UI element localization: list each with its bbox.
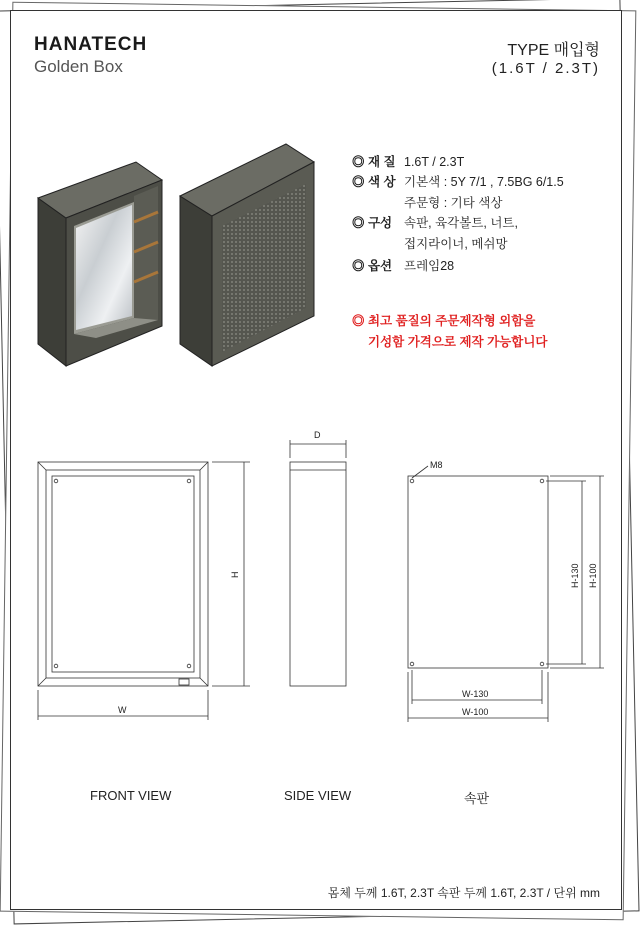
side-view-drawing (290, 440, 346, 686)
front-width-label: W (118, 705, 127, 715)
notice-line-2: 기성함 가격으로 제작 가능합니다 (368, 335, 548, 349)
spec-value: 프레임28 (404, 259, 455, 273)
w100-label: W-100 (462, 707, 489, 717)
inner-plate-label: 속판 (464, 791, 490, 806)
spec-key: ◎ 구성 (352, 216, 393, 230)
front-height-label: H (230, 571, 240, 578)
h100-label: H-100 (588, 563, 598, 588)
spec-row-color-custom (352, 193, 502, 211)
notice-line-1: ◎ 최고 품질의 주문제작형 외함을 (352, 314, 536, 328)
spec-row-material (352, 152, 464, 170)
h130-label: H-130 (570, 563, 580, 588)
closed-box-image (180, 144, 314, 366)
spec-key: ◎ 색 상 (352, 175, 396, 189)
type-label: TYPE 매입형 (507, 42, 600, 59)
spec-row-components-2 (352, 234, 508, 252)
spec-row-components (352, 213, 518, 231)
product-illustration (30, 140, 330, 370)
spec-value: 기본색 : 5Y 7/1 , 7.5BG 6/1.5 (404, 175, 564, 189)
spec-value: 주문형 : 기타 색상 (404, 196, 503, 210)
footer-note: 몸체 두께 1.6T, 2.3T 속판 두께 1.6T, 2.3T / 단위 mm (327, 886, 600, 900)
technical-drawing (0, 420, 640, 730)
open-box-image (38, 162, 162, 366)
brand-name: HANATECH (34, 34, 148, 55)
spec-value: 속판, 육각볼트, 너트, (404, 216, 518, 230)
spec-row-color (352, 172, 564, 190)
spec-key: ◎ 재 질 (352, 155, 396, 169)
inner-plate-drawing (408, 466, 604, 722)
spec-value: 접지라이너, 메쉬망 (404, 237, 508, 251)
bolt-label: M8 (430, 460, 443, 470)
front-view-drawing (38, 462, 250, 720)
front-view-label: FRONT VIEW (90, 788, 172, 803)
brand-subtitle: Golden Box (34, 57, 123, 76)
spec-value: 1.6T / 2.3T (404, 155, 465, 169)
side-view-label: SIDE VIEW (284, 788, 352, 803)
spec-key: ◎ 옵션 (352, 259, 393, 273)
spec-row-option (352, 256, 454, 274)
side-depth-label: D (314, 430, 321, 440)
w130-label: W-130 (462, 689, 489, 699)
thickness-label: (1.6T / 2.3T) (491, 60, 600, 77)
